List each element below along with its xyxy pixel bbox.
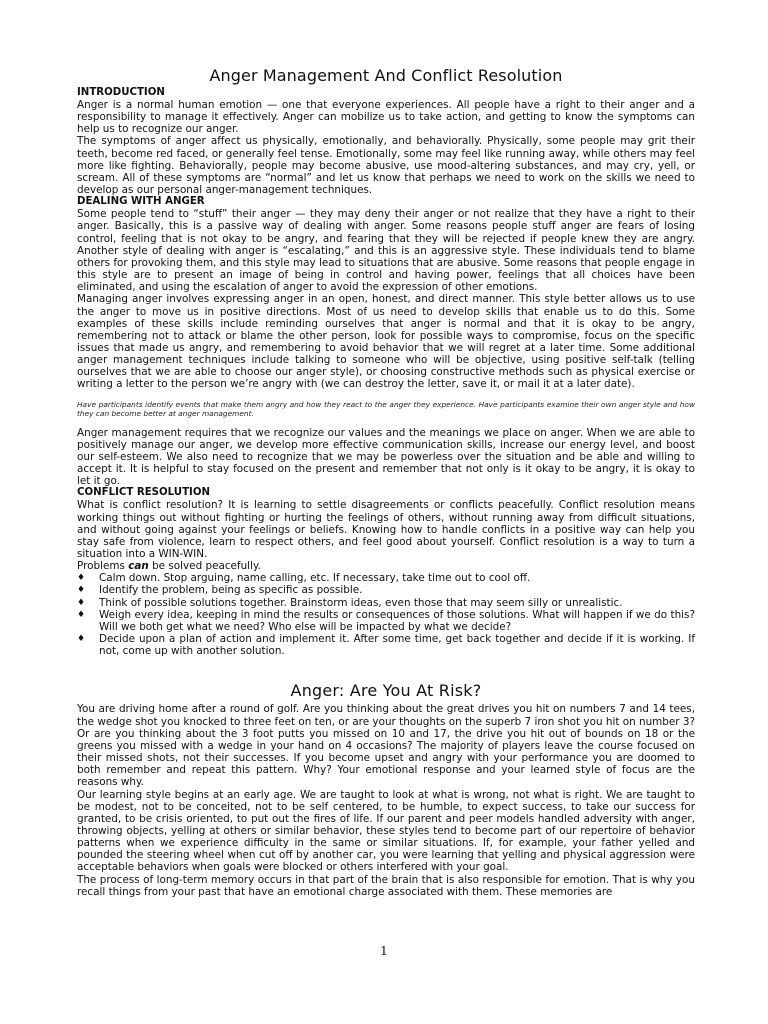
steps-list [77,572,695,657]
problems-text-post: be solved peacefully. [148,560,261,573]
dealing-paragraph-1: Some people tend to “stuff” their anger — they may deny their anger or not realize that they have a right to their anger. Basically, this is a passive way of dealing with anger. Some reasons people stuff anger are fears of losing control, feeling that is not okay to be angry, and fearing that they will be rejected if people knew they are angry. Another style of dealing with anger is “escalating,” and this is an aggressive style. These individuals tend to blame others for provoking them, and this style may lead to situations that are abusive. Some reasons that people engage in this style are to present an image of being in control and having power, feelings that all choices have been eliminated, and using the escalation of anger to avoid the expression of other emotions. [77,208,695,294]
document-title: Anger Management And Conflict Resolution [209,66,563,85]
risk-paragraph-1: You are driving home after a round of golf. Are you thinking about the great drives you hit on numbers 7 and 14 tees, the wedge shot you knocked to three feet on ten, or are your thoughts on the superb 7 iron shot you hit on number 3? Or are you thinking about the 3 foot putts you missed on 10 and 17, the drive you hit out of bounds on 18 or the greens you missed with a wedge in your hand on 4 occasions? The majority of players leave the course focused on their missed shots, not their successes. If you become upset and angry with your performance you are doomed to both remember and repeat this pattern. Why? Your emotional response and your learned style of focus are the reasons why. [77,703,695,789]
diamond-bullet-icon: ♦ [77,609,86,620]
heading-introduction: INTRODUCTION [77,87,165,98]
heading-conflict-resolution: CONFLICT RESOLUTION [77,487,211,499]
facilitator-note: Have participants identify events that make them angry and how they react to the anger they experience. Have participants examine their own anger style and how they can become better at anger management. [77,399,695,418]
list-item: ♦ Weigh every idea, keeping in mind the results or consequences of those solutions. What will happen if we do this? Will we both get what we need? Who else will be impacted by what we decide? [77,608,695,633]
intro-paragraph-2: The symptoms of anger affect us physically, emotionally, and behaviorally. Physically, some people may grit their teeth, become red faced, or generally feel tense. Emotionally, some may feel like running away, while others may feel more like fighting. Behaviorally, people may become abusive, use mood-altering substances, and may cry, yell, or scream. All of these symptoms are “normal” and let us know that perhaps we need to work on the skills we need to develop as our personal anger-management techniques. [77,135,695,197]
dealing-paragraph-2: Managing anger involves expressing anger in an open, honest, and direct manner. This style better allows us to use the anger to move us in positive directions. Most of us need to develop skills that enable us to do this. Some examples of these skills include reminding ourselves that anger is normal and that it is okay to be angry, remembering not to attack or blame the other person, look for possible ways to compromise, focus on the specific issues that made us angry, and remembering to avoid behavior that we will regret at a later time. Some additional anger management techniques include talking to someone who will be objective, using positive self-talk (telling ourselves that we are able to choose our anger style), or choosing constructive methods such as physical exercise or writing a letter to the person we’re angry with (we can destroy the letter, save it, or mail it at a later date). [77,293,695,391]
section-spacer [77,657,695,681]
risk-paragraph-3: The process of long-term memory occurs in that part of the brain that is also responsible for emotion. That is why you recall things from your past that have an emotional charge associated with them. These memories are [77,873,695,898]
section-title-risk: Anger: Are You At Risk? [290,681,482,701]
diamond-bullet-icon: ♦ [77,634,86,645]
list-item: ♦ Decide upon a plan of action and implement it. After some time, get back together and decide if it is working. If not, come up with another solution. [77,633,695,658]
problems-text-pre: Problems [77,560,129,573]
diamond-bullet-icon: ♦ [77,573,86,584]
diamond-bullet-icon: ♦ [77,597,86,608]
list-item: ♦ Identify the problem, being as specific as possible. [77,584,363,597]
heading-dealing-with-anger: DEALING WITH ANGER [77,196,205,208]
conflict-paragraph-1: What is conflict resolution? It is learning to settle disagreements or conflicts peacefully. Conflict resolution means working things out without fighting or hurting the feelings of others, without running away from difficult situations, and without going against your feelings or beliefs. Knowing how to handle conflicts in a positive way can help you stay safe from violence, learn to respect others, and feel good about yourself. Conflict resolution is a way to turn a situation into a WIN-WIN. [77,499,695,560]
risk-paragraph-2: Our learning style begins at an early age. We are taught to look at what is wrong, not what is right. We are taught to be modest, not to be conceited, not to be self centered, to be humble, to expect success, to take our success for granted, to be crisis oriented, to put out the fires of life. If our parent and peer models handled adversity with anger, throwing objects, yelling at others or similar behavior, these styles tend to become part of our repertoire of behavior patterns when we experience difficulty in the same or similar situations. If, for example, your father yelled and pounded the steering wheel when cut off by another car, you were learning that yelling and physical aggression were acceptable behaviors when goals were blocked or others interfered with your goal. [77,788,695,874]
list-item: ♦ Calm down. Stop arguing, name calling, etc. If necessary, take time out to cool off. [77,572,531,585]
problems-emphasis: can [128,560,149,573]
page-number: 1 [380,944,388,958]
diamond-bullet-icon: ♦ [77,585,86,596]
list-item: ♦ Think of possible solutions together. Brainstorm ideas, even those that may seem silly or unrealistic. [77,596,623,609]
intro-paragraph-1: Anger is a normal human emotion — one that everyone experiences. All people have a right to their anger and a responsibility to manage it effectively. Anger can mobilize us to take action, and getting to know the symptoms can help us to recognize our anger. [77,99,695,136]
document-page [77,64,695,898]
dealing-paragraph-3: Anger management requires that we recognize our values and the meanings we place on anger. When we are able to positively manage our anger, we develop more effective communication skills, increase our energy level, and boost our self-esteem. We also need to recognize that we may be powerless over the situation and be able and willing to accept it. It is helpful to stay focused on the present and remember that not only is it okay to be angry, it is okay to let it go. [77,426,695,488]
problems-line [77,560,695,572]
